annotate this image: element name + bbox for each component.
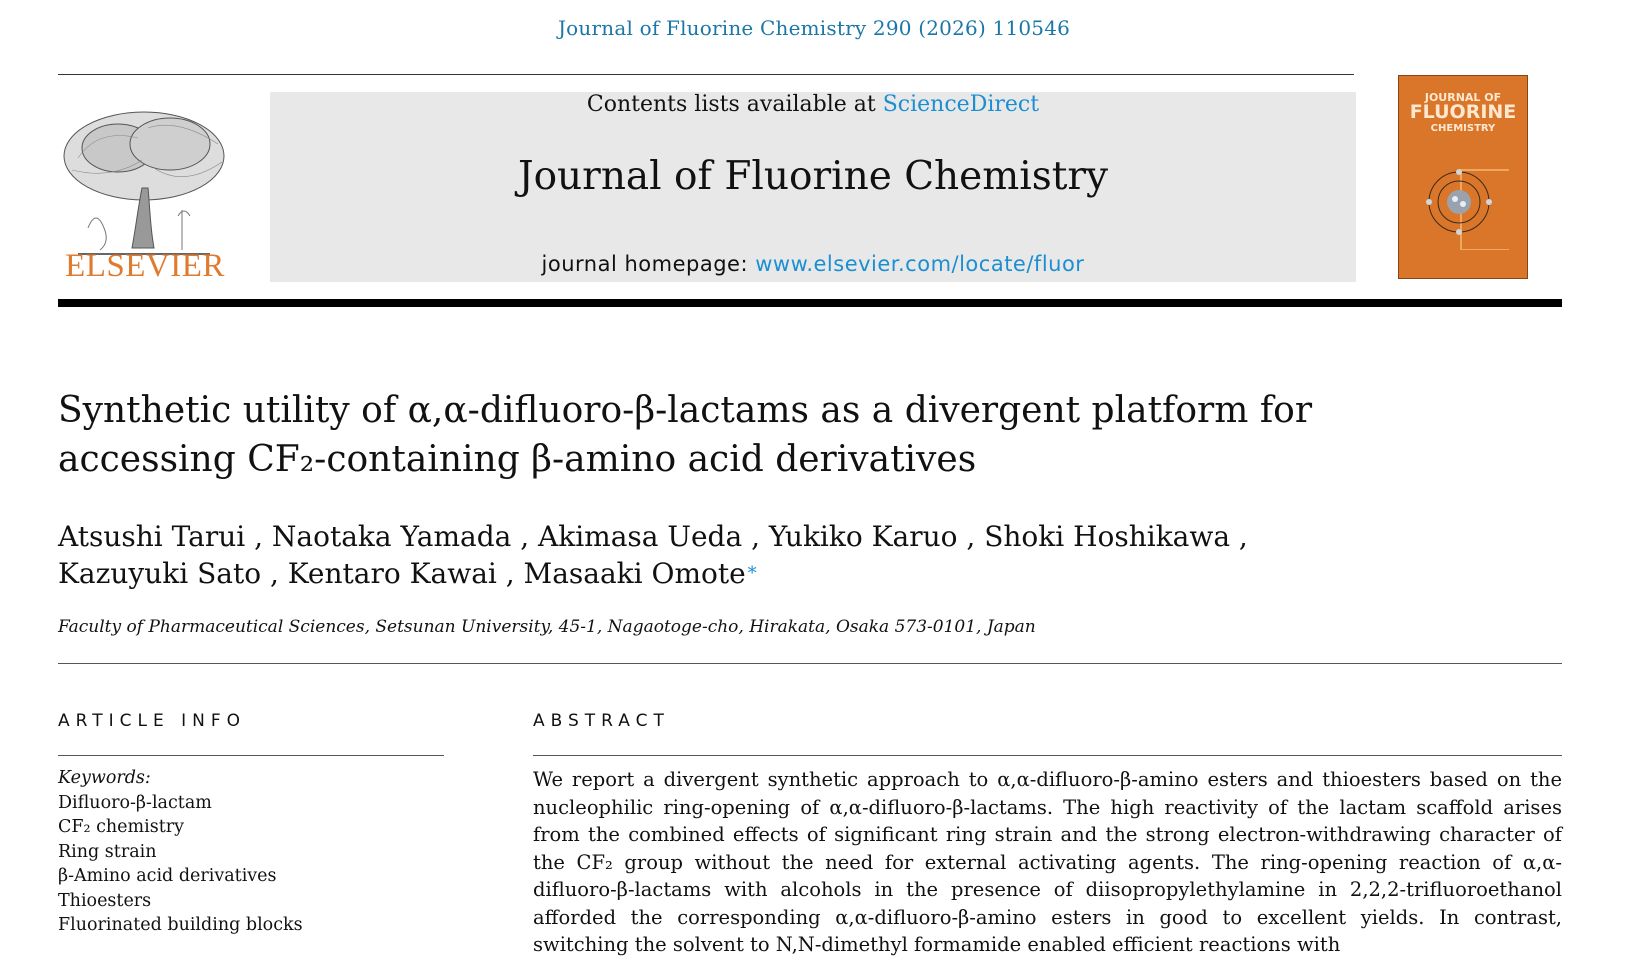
cover-title — [1399, 92, 1527, 134]
cover-title-line-3: CHEMISTRY — [1430, 123, 1496, 134]
affiliation: Faculty of Pharmaceutical Sciences, Setsunan University, 45-1, Nagaotoge-cho, Hirakata, Osaka 573-0101, Japan — [58, 617, 1036, 637]
keyword-item: β-Amino acid derivatives — [58, 866, 277, 886]
authors-line-2-names[interactable]: Kazuyuki Sato , Kentaro Kawai , Masaaki Omote — [58, 557, 746, 590]
keywords-block — [58, 766, 444, 938]
corresponding-author-mark[interactable]: * — [747, 563, 757, 584]
abstract-heading: ABSTRACT — [533, 711, 670, 731]
authors-line-1[interactable]: Atsushi Tarui , Naotaka Yamada , Akimasa Ueda , Yukiko Karuo , Shoki Hoshikawa , — [58, 520, 1248, 553]
authors-line-2 — [58, 555, 1358, 592]
contents-line — [270, 92, 1356, 117]
homepage-prefix: journal homepage: — [541, 252, 756, 276]
homepage-link[interactable]: www.elsevier.com/locate/fluor — [755, 252, 1085, 276]
keyword-item: Thioesters — [58, 890, 152, 911]
keyword-item: CF₂ chemistry — [58, 817, 184, 837]
keyword-item: Fluorinated building blocks — [58, 915, 303, 935]
article-title-line-2: accessing CF₂-containing β-amino acid derivatives — [58, 439, 977, 480]
sciencedirect-link[interactable]: ScienceDirect — [882, 92, 1040, 117]
cover-title-line-2: FLUORINE — [1409, 101, 1517, 123]
journal-citation[interactable]: Journal of Fluorine Chemistry 290 (2026) 110546 — [557, 16, 1071, 40]
abstract-rule — [533, 755, 1562, 756]
header-rule — [58, 74, 1354, 75]
atom-icon — [1419, 160, 1509, 250]
section-divider — [58, 663, 1562, 664]
journal-title: Journal of Fluorine Chemistry — [517, 154, 1109, 199]
contents-prefix: Contents lists available at — [586, 92, 883, 117]
header-thick-rule — [58, 299, 1562, 307]
article-title — [58, 386, 1358, 484]
article-info-heading: ARTICLE INFO — [58, 711, 246, 731]
keywords-label: Keywords: — [58, 768, 151, 788]
journal-cover-image[interactable] — [1398, 75, 1528, 279]
keyword-item: Ring strain — [58, 841, 157, 862]
author-list — [58, 518, 1358, 592]
article-info-rule — [58, 755, 444, 756]
homepage-line — [270, 252, 1356, 276]
cover-title-line-1: JOURNAL OF — [1424, 91, 1502, 104]
keyword-item: Difluoro-β-lactam — [58, 792, 212, 813]
abstract-text: We report a divergent synthetic approach to α,α-difluoro-β-amino esters and thioesters based on the nucleophilic ring-opening of α,α-difluoro-β-lactams. The high reactivity of the lactam scaffold arises from the combined effects of significant ring strain and the strong electron-withdrawing character of the CF₂ group without the need for external activating agents. The ring-opening reaction of α,α-difluoro-β-lactams with alcohols in the presence of diisopropylethylamine in 2,2,2-trifluoroethanol afforded the corresponding α,α-difluoro-β-amino esters in good to excellent yields. In contrast, switching the solvent to N,N-dimethyl formamide enabled efficient reactions with — [533, 768, 1562, 956]
article-title-line-1: Synthetic utility of α,α-difluoro-β-lactams as a divergent platform for — [58, 390, 1313, 431]
elsevier-wordmark: ELSEVIER — [65, 248, 225, 284]
